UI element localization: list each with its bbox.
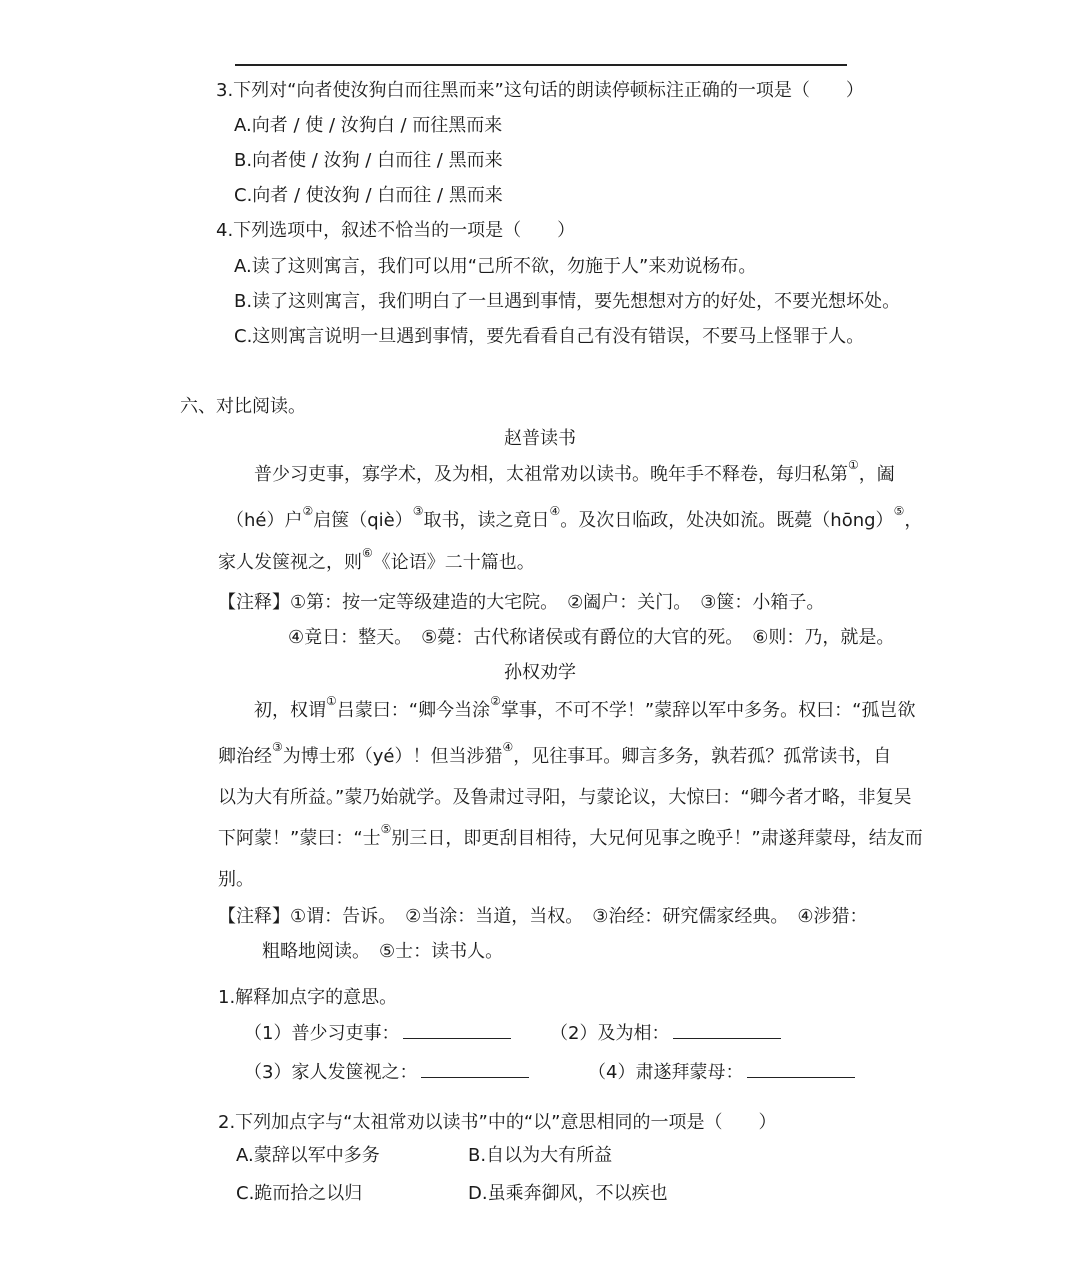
sq1-stem: 1.解释加点字的意思。	[218, 987, 398, 1008]
q3-option-a: A.向者 / 使 / 汝狗白 / 而往黑而来	[234, 115, 503, 136]
note-marker: ⑤	[380, 822, 392, 836]
q4-option-a: A.读了这则寓言，我们可以用“己所不欲，勿施于人”来劝说杨布。	[234, 256, 757, 277]
sq2-stem: 2.下列加点字与“太祖常劝以读书”中的“以”意思相同的一项是（ ）	[218, 1112, 777, 1133]
answer-blank[interactable]	[673, 1024, 781, 1039]
q4-stem: 4.下列选项中，叙述不恰当的一项是（ ）	[216, 220, 576, 241]
top-rule	[235, 64, 847, 66]
sq1-item-2: （2）及为相：	[550, 1024, 781, 1043]
text2-line5: 别。	[218, 869, 254, 890]
note-marker: ②	[302, 504, 314, 518]
sq1-item-1: （1）普少习吏事：	[244, 1024, 511, 1043]
section6-heading: 六、对比阅读。	[180, 396, 306, 417]
text2-line1: 初，权谓①吕蒙曰：“卿今当涂②掌事，不可不学！”蒙辞以军中多务。权曰：“孤岂欲	[254, 694, 916, 721]
note-marker: ⑥	[362, 546, 373, 560]
sq2-option-b: B.自以为大有所益	[468, 1145, 613, 1166]
text1-line2: （hé）户②启箧（qiè）③取书，读之竟日④。及次日临政，处决如流。既薨（hōng）⑤，	[226, 504, 923, 531]
note-marker: ④	[549, 504, 561, 518]
text2-notes-2: 粗略地阅读。 ⑤士：读书人。	[262, 941, 504, 962]
text1-title: 赵普读书	[504, 428, 576, 449]
text1-notes-2: ④竟日：整天。 ⑤薨：古代称诸侯或有爵位的大官的死。 ⑥则：乃，就是。	[288, 627, 895, 648]
sq2-option-c: C.跪而拾之以归	[236, 1183, 363, 1204]
text1-line1: 普少习吏事，寡学术，及为相，太祖常劝以读书。晚年手不释卷，每归私第①，阖	[254, 458, 895, 485]
note-marker: ④	[502, 740, 514, 754]
answer-blank[interactable]	[403, 1024, 511, 1039]
text2-title: 孙权劝学	[504, 662, 576, 683]
text2-notes-1: 【注释】①谓：告诉。 ②当涂：当道，当权。 ③治经：研究儒家经典。 ④涉猎：	[218, 906, 868, 927]
q3-option-b: B.向者使 / 汝狗 / 白而往 / 黑而来	[234, 150, 503, 171]
note-marker: ③	[272, 740, 283, 754]
text2-line3: 以为大有所益。”蒙乃始就学。及鲁肃过寻阳，与蒙论议，大惊曰：“卿今者才略，非复吴	[218, 787, 912, 808]
answer-blank[interactable]	[421, 1063, 529, 1078]
text1-line3: 家人发箧视之，则⑥《论语》二十篇也。	[218, 546, 535, 573]
note-marker: ②	[490, 694, 501, 708]
sq1-item-4: （4）肃遂拜蒙母：	[588, 1063, 855, 1082]
answer-blank[interactable]	[747, 1063, 855, 1078]
text2-line2: 卿治经③为博士邪（yé）！但当涉猎④，见往事耳。卿言多务，孰若孤？孤常读书，自	[218, 740, 892, 767]
note-marker: ①	[326, 694, 337, 708]
q4-option-b: B.读了这则寓言，我们明白了一旦遇到事情，要先想想对方的好处，不要光想坏处。	[234, 291, 901, 312]
sq2-option-a: A.蒙辞以军中多务	[236, 1145, 380, 1166]
q3-option-c: C.向者 / 使汝狗 / 白而往 / 黑而来	[234, 185, 503, 206]
q4-option-c: C.这则寓言说明一旦遇到事情，要先看看自己有没有错误，不要马上怪罪于人。	[234, 326, 865, 347]
note-marker: ③	[412, 504, 424, 518]
sq1-item-3: （3）家人发箧视之：	[244, 1063, 529, 1082]
sq2-option-d: D.虽乘奔御风，不以疾也	[468, 1183, 668, 1204]
text2-line4: 下阿蒙！”蒙曰：“士⑤别三日，即更刮目相待，大兄何见事之晚乎！”肃遂拜蒙母，结友而	[218, 822, 923, 849]
text1-notes-1: 【注释】①第：按一定等级建造的大宅院。 ②阖户：关门。 ③箧：小箱子。	[218, 592, 825, 613]
note-marker: ⑤	[893, 504, 905, 518]
q3-stem: 3.下列对“向者使汝狗白而往黑而来”这句话的朗读停顿标注正确的一项是（ ）	[216, 80, 864, 101]
note-marker: ①	[848, 458, 859, 472]
